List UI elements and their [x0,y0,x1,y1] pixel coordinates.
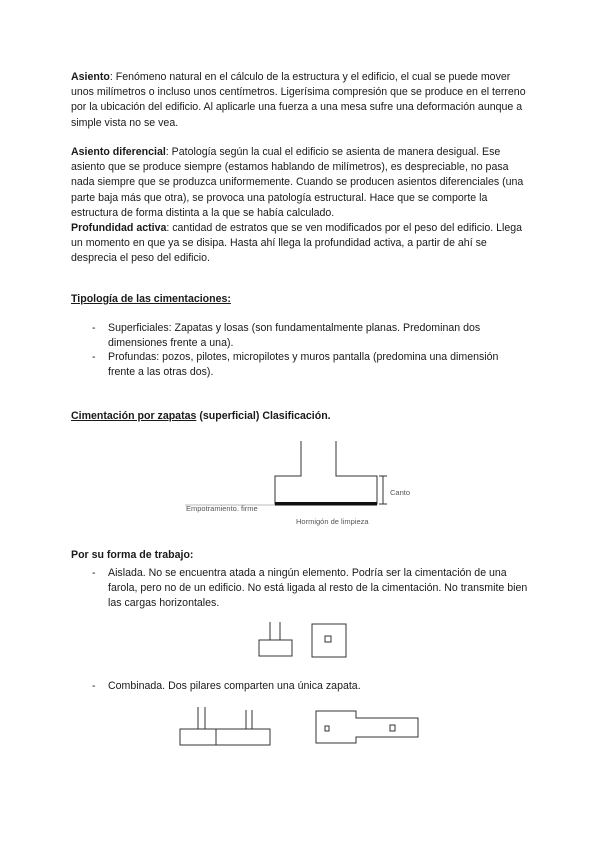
bullet-dash: - [92,351,96,363]
combinada-plan-figure [316,711,418,743]
definition-asiento: : Fenómeno natural en el cálculo de la estructura y el edificio, el cual se puede mover unos milímetros o incluso unos centímetros. Ligerísima compresión que se produce en el terreno por la ubicación del edificio. Al aplicarle una fuerza a una mesa sufre una deformación aunque a simple vista no se vea. [71,71,526,129]
combinada-section-figure [180,707,270,745]
term-profundidad-activa: Profundidad activa [71,222,167,234]
bullet-dash: - [92,322,96,334]
heading-forma-trabajo: Por su forma de trabajo: [71,549,194,561]
label-canto: Canto [390,488,411,497]
label-empotramiento: Empotramiento. firme [186,504,258,513]
label-hormigon: Hormigón de limpieza [296,517,369,526]
bullet-dash: - [92,680,96,692]
list-item-combinada: Combinada. Dos pilares comparten una única zapata. [108,680,361,692]
list-item-aislada: Aislada. No se encuentra atada a ningún elemento. Podría ser la cimentación de una farola, pero no de un edificio. No está ligada al resto de la cimentación. No transmite bien las cargas horizontales. [108,567,528,610]
bullet-dash: - [92,567,96,579]
heading-zapatas-rest: (superficial) Clasificación. [196,410,331,422]
list-item-profundas: Profundas: pozos, pilotes, micropilotes y muros pantalla (predomina una dimensión frente a las otras dos). [108,351,499,379]
definition-asiento-diferencial: : Patología según la cual el edificio se asienta de manera desigual. Ese asiento que se produce siempre (estamos hablando de milímetros), es despreciable, no pasa nada siempre que se produzca uniformemente. Cuando se producen asientos diferenciales (una parte baja más que otra), se provoca una patología estructural. Hace que se comporte la estructura de forma distinta a la que se había calculado. [71,146,524,219]
definition-profundidad-activa: : cantidad de estratos que se ven modificados por el peso del edificio. Llega un momento en que ya se disipa. Hasta ahí llega la profundidad activa, a partir de ahí se desprecia el peso del edificio. [71,222,523,265]
list-item-superficiales: Superficiales: Zapatas y losas (son fundamentalmente planas. Predominan dos dimensiones frente a una). [108,322,481,350]
term-asiento-diferencial: Asiento diferencial [71,146,166,158]
heading-zapatas-underlined: Cimentación por zapatas [71,410,197,422]
heading-tipologia: Tipología de las cimentaciones: [71,293,231,305]
term-asiento: Asiento [71,71,110,83]
